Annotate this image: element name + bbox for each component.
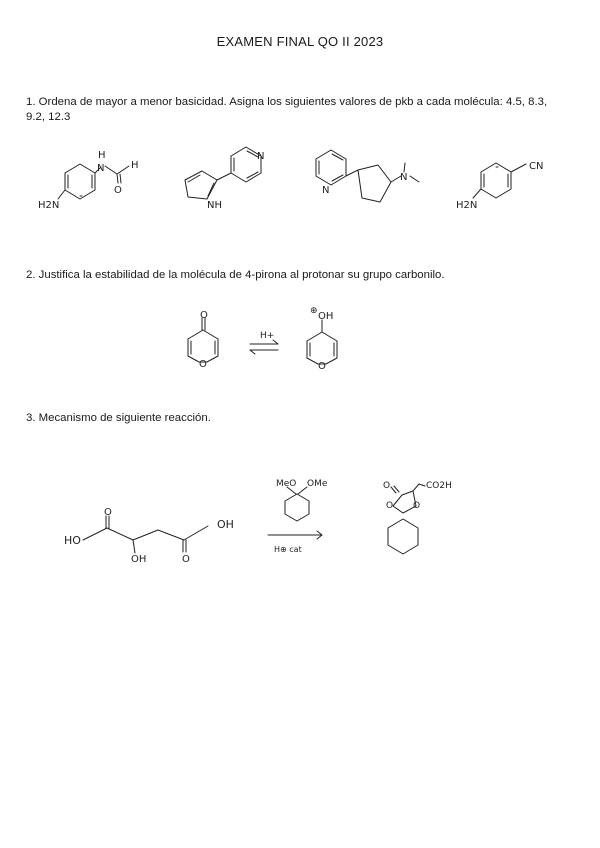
atom-h: H bbox=[131, 160, 139, 171]
nitrile-label: CN bbox=[529, 161, 544, 172]
structure-4-pyrone bbox=[188, 310, 218, 370]
hydroxyl-label: OH bbox=[217, 518, 234, 531]
structure-pyridyl-cyclopentylamine bbox=[316, 150, 419, 202]
exam-title: EXAMEN FINAL QO II 2023 bbox=[216, 34, 384, 49]
atom-o: O bbox=[318, 361, 326, 372]
atom-n: N bbox=[400, 172, 408, 183]
structure-spiro-dioxolanone bbox=[383, 481, 452, 554]
atom-o: O bbox=[383, 481, 391, 491]
atom-o: O bbox=[114, 185, 122, 196]
question-2: 2. Justifica la estabilidad de la molécula de 4-pirona al protonar su grupo carbonilo. bbox=[26, 269, 445, 281]
atom-n: N bbox=[322, 185, 330, 196]
atom-n: N bbox=[97, 163, 105, 174]
amine-label: H2N bbox=[456, 200, 478, 211]
atom-o: O bbox=[199, 359, 207, 370]
hydroxyl-label: HO bbox=[64, 534, 81, 547]
reagent-label: H+ bbox=[260, 331, 275, 341]
hydroxyl-label: OH bbox=[131, 554, 147, 565]
reaction-arrow bbox=[268, 531, 322, 554]
atom-h: H bbox=[98, 150, 106, 161]
nh-label: NH bbox=[207, 200, 222, 211]
catalyst-label: H⊕ cat bbox=[274, 545, 302, 554]
atom-o: O bbox=[182, 554, 190, 565]
atom-o: O bbox=[104, 507, 112, 518]
carboxyl-label: CO2H bbox=[426, 481, 452, 491]
structure-protonated-pyrone bbox=[307, 306, 337, 372]
atom-n: N bbox=[257, 151, 265, 162]
structure-dimethoxycyclohexane bbox=[276, 479, 328, 521]
amine-label: H2N bbox=[38, 200, 60, 211]
structure-pyrrolyl-pyridine bbox=[185, 147, 264, 211]
atom-o: O bbox=[386, 501, 394, 511]
structure-malic-acid bbox=[64, 507, 234, 565]
methoxy-label: OMe bbox=[307, 479, 328, 489]
atom-o: O bbox=[200, 310, 208, 321]
question-1: 1. Ordena de mayor a menor basicidad. Asigna los siguientes valores de pkb a cada molécula: 4.5, 8.3, 9.2, 12.3 bbox=[26, 96, 548, 123]
positive-charge: ⊕ bbox=[310, 306, 318, 316]
methoxy-label: MeO bbox=[276, 479, 297, 489]
structure-aminophenyl-formamide bbox=[38, 150, 139, 211]
structure-aminobenzonitrile bbox=[456, 161, 543, 211]
equilibrium-arrows bbox=[250, 331, 278, 354]
atom-o: O bbox=[413, 501, 421, 511]
hydroxyl-label: OH bbox=[318, 311, 334, 322]
question-3: 3. Mecanismo de siguiente reacción. bbox=[26, 412, 211, 424]
